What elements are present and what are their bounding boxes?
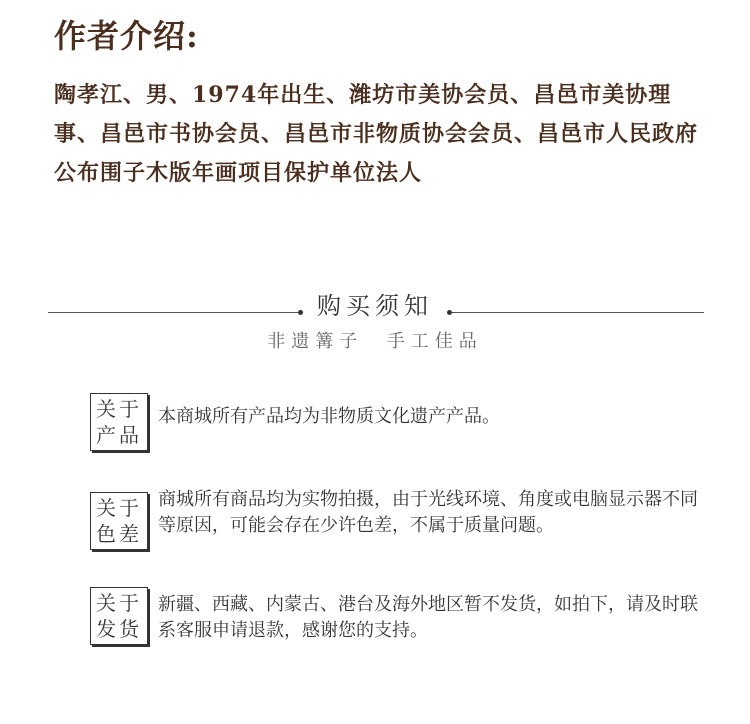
notice-text-shipping: 新疆、西藏、内蒙古、港台及海外地区暂不发货，如拍下，请及时联系客服申请退款，感谢您的支持。: [158, 594, 698, 641]
divider-line-left: [48, 312, 298, 313]
notice-label-text: 关于 产品: [96, 397, 142, 447]
notice-label-shipping: [90, 587, 148, 645]
notice-text-color-difference: 商城所有商品均为实物拍摄，由于光线环境、角度或电脑显示器不同等原因，可能会存在少许色差，不属于质量问题。: [158, 489, 698, 536]
notice-label-product: [90, 393, 148, 451]
notice-text-product: 本商城所有产品均为非物质文化遗产产品。: [158, 406, 500, 427]
notice-subtitle: 非遗篝子 手工佳品: [267, 331, 483, 352]
author-title: 作者介绍:: [54, 17, 199, 55]
notice-label-color-difference: [90, 492, 148, 550]
notice-label-text: 关于 发货: [96, 591, 142, 641]
notice-label-text: 关于 色差: [96, 496, 142, 546]
author-bio: 陶孝江、男、1974年出生、潍坊市美协会员、昌邑市美协理事、昌邑市书协会员、昌邑市非物质协会会员、昌邑市人民政府公布围子木版年画项目保护单位法人: [54, 82, 699, 186]
divider-line-right: [452, 312, 704, 313]
notice-title: 购买须知: [317, 292, 433, 320]
